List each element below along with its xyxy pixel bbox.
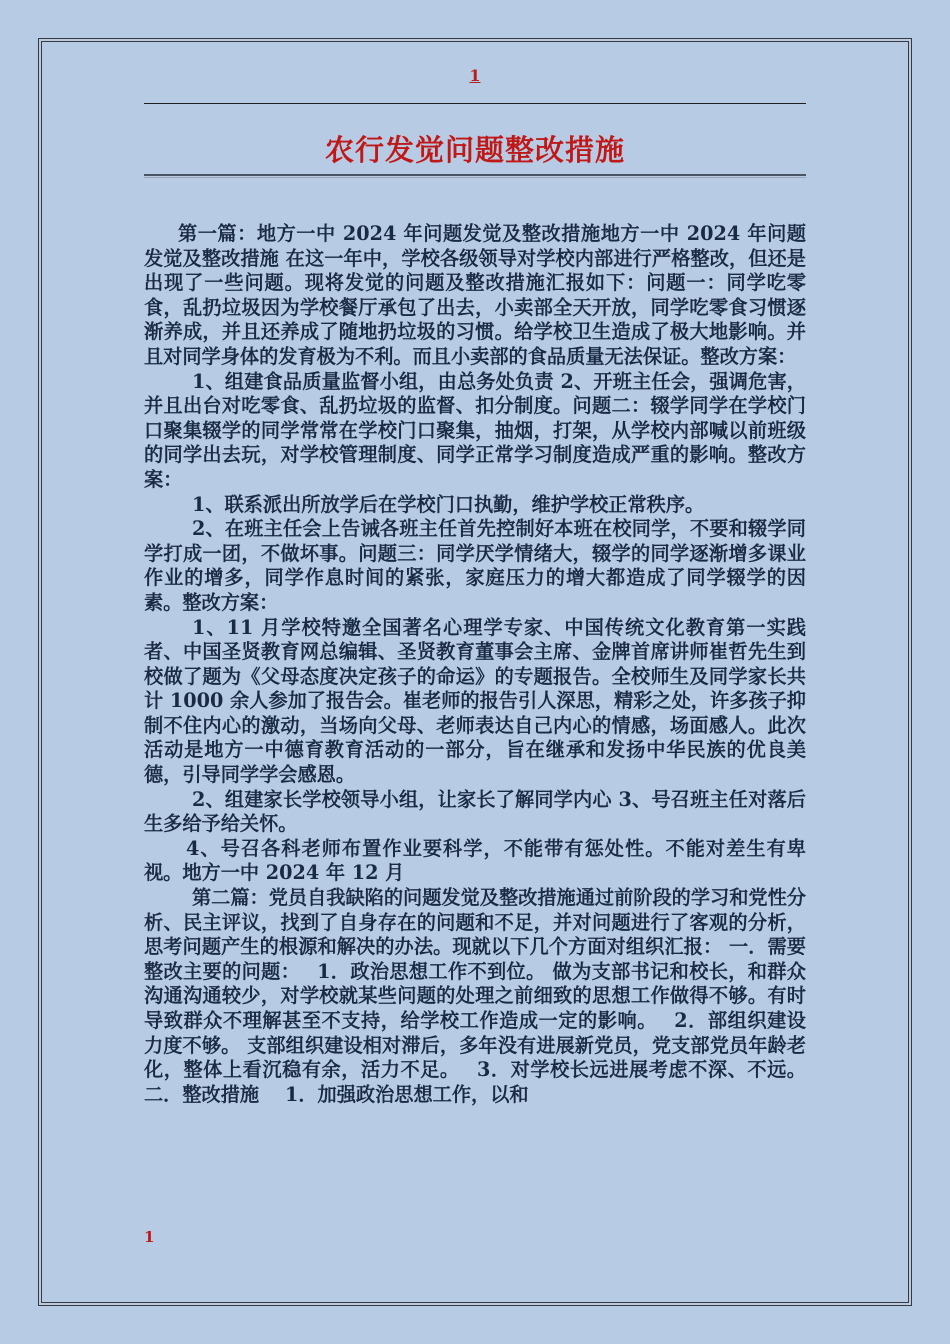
header-page-number: 1: [469, 66, 481, 85]
paragraph: 1、组建食品质量监督小组，由总务处负责 2、开班主任会，强调危害，并且出台对吃零食、乱扔垃圾的监督、扣分制度。问题二：辍学同学在学校门口聚集辍学的同学常常在学校门口聚集，抽烟，打架，从学校内部喊以前班级的同学出去玩，对学校管理制度、同学正常学习制度造成严重的影响。整改方案：: [144, 369, 806, 491]
paragraph: 第二篇：党员自我缺陷的问题发觉及整改措施通过前阶段的学习和党性分析、民主评议，找到了自身存在的问题和不足，并对问题进行了客观的分析，思考问题产生的根源和解决的办法。现就以下几个方面对组织汇报： 一．需要整改主要的问题： 1．政治思想工作不到位。 做为支部书记和校长，和群众沟通沟通较少，对学校就某些问题的处理之前细致的思想工作做得不够。有时导致群众不理解甚至不支持，给学校工作造成一定的影响。 2．部组织建设力度不够。 支部组织建设相对滞后，多年没有进展新党员，党支部党员年龄老化，整体上看沉稳有余，活力不足。 3．对学校长远进展考虑不深、不远。 二．整改措施 1．加强政治思想工作，以和: [144, 886, 806, 1106]
title-underline: [144, 174, 806, 176]
paragraph: 第一篇：地方一中 2024 年问题发觉及整改措施地方一中 2024 年问题发觉及整改措施 在这一年中，学校各级领导对学校内部进行严格整改，但还是出现了一些问题。现将发觉的问题及整改措施汇报如下：问题一：同学吃零食，乱扔垃圾因为学校餐厅承包了出去，小卖部全天开放，同学吃零食习惯逐渐养成，并且还养成了随地扔垃圾的习惯。给学校卫生造成了极大地影响。并且对同学身体的发育极为不利。而且小卖部的食品质量无法保证。整改方案：: [144, 222, 806, 368]
footer-page-number: 1: [144, 1228, 155, 1246]
title-underline-thin: [144, 177, 806, 178]
paragraph: 1、联系派出所放学后在学校门口执勤，维护学校正常秩序。: [192, 492, 705, 516]
paragraph: 2、组建家长学校领导小组，让家长了解同学内心 3、号召班主任对落后生多给予给关怀。: [144, 787, 806, 836]
document-title: 农行发觉问题整改措施: [324, 133, 625, 167]
paragraph: 1、11 月学校特邀全国著名心理学专家、中国传统文化教育第一实践者、中国圣贤教育网总编辑、圣贤教育董事会主席、金牌首席讲师崔哲先生到校做了题为《父母态度决定孩子的命运》的专题报告。全校师生及同学家长共计 1000 余人参加了报告会。崔老师的报告引人深思，精彩之处，许多孩子抑制不住内心的激动，当场向父母、老师表达自己内心的情感，场面感人。此次活动是地方一中德育教育活动的一部分，旨在继承和发扬中华民族的优良美德，引导同学学会感恩。: [144, 615, 806, 787]
document-body: [144, 222, 806, 1107]
paragraph: 2、在班主任会上告诫各班主任首先控制好本班在校同学，不要和辍学同学打成一团，不做坏事。问题三：同学厌学情绪大，辍学的同学逐渐增多课业作业的增多，同学作息时间的紧张，家庭压力的增大都造成了同学辍学的因素。整改方案：: [144, 517, 806, 614]
header-rule: [144, 103, 806, 104]
paragraph: 4、号召各科老师布置作业要科学，不能带有惩处性。不能对差生有卑视。地方一中 2024 年 12 月: [144, 836, 806, 885]
